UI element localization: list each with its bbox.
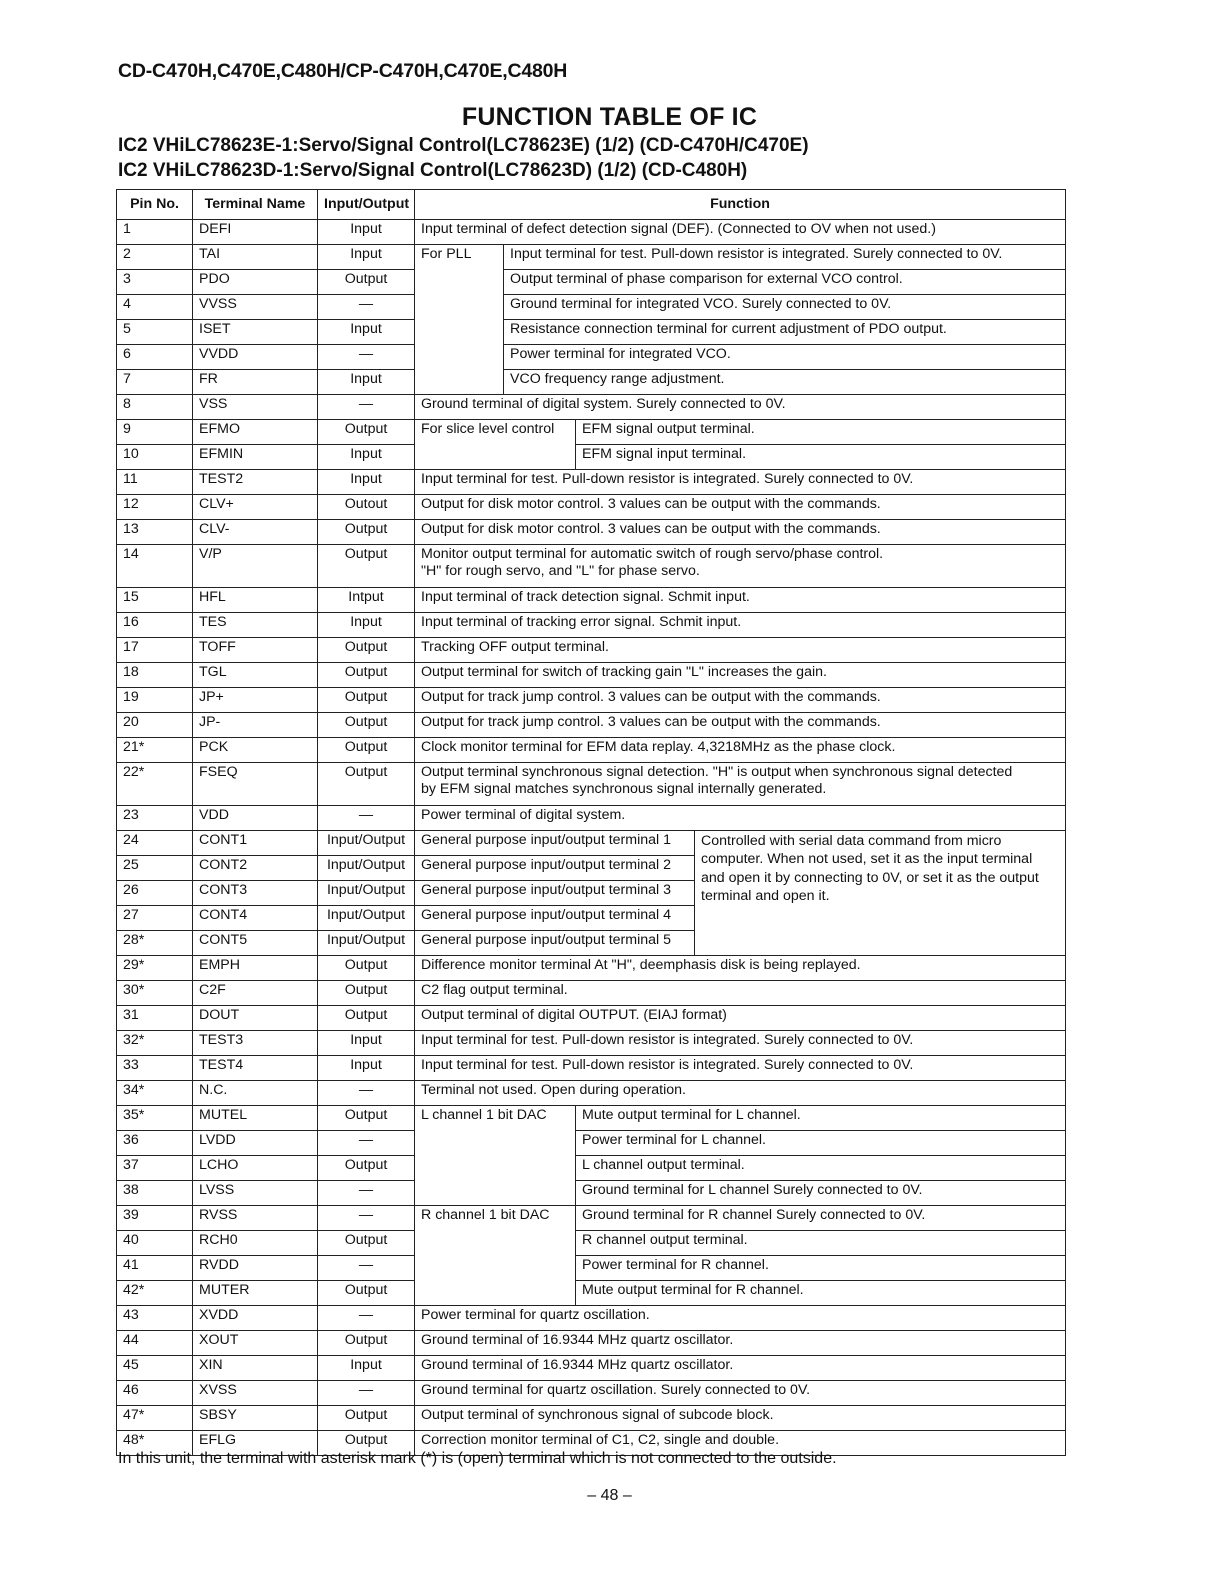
function-line: Input terminal of tracking error signal. Schmit input.	[421, 614, 742, 630]
function-description: Mute output terminal for R channel.	[576, 1281, 1066, 1306]
function-line: Output terminal for switch of tracking gain "L" increases the gain.	[421, 664, 827, 680]
terminal-name: CONT3	[193, 881, 318, 906]
function-line: Ground terminal of 16.9344 MHz quartz oscillator.	[421, 1357, 734, 1373]
function-group-label	[415, 1231, 576, 1256]
table-row	[117, 1006, 1066, 1031]
terminal-name: RCH0	[193, 1231, 318, 1256]
terminal-name: CLV-	[193, 520, 318, 545]
function-description	[415, 395, 1066, 420]
input-output: Input/Output	[318, 906, 415, 931]
function-line: Power terminal for quartz oscillation.	[421, 1307, 650, 1323]
function-group-label	[415, 445, 576, 470]
terminal-name: V/P	[193, 545, 318, 588]
table-row	[117, 763, 1066, 806]
table-row	[117, 1306, 1066, 1331]
pin-number: 47*	[117, 1406, 193, 1431]
pin-number: 41	[117, 1256, 193, 1281]
table-row	[117, 495, 1066, 520]
pin-number: 48*	[117, 1431, 193, 1456]
input-output: Output	[318, 1431, 415, 1456]
function-description: VCO frequency range adjustment.	[504, 370, 1066, 395]
terminal-name: N.C.	[193, 1081, 318, 1106]
table-row	[117, 956, 1066, 981]
input-output: Input	[318, 245, 415, 270]
pin-number: 14	[117, 545, 193, 588]
pin-number: 39	[117, 1206, 193, 1231]
input-output: Output	[318, 1006, 415, 1031]
pin-number: 37	[117, 1156, 193, 1181]
function-line: Output terminal of synchronous signal of subcode block.	[421, 1407, 774, 1423]
pin-number: 11	[117, 470, 193, 495]
table-row	[117, 1056, 1066, 1081]
terminal-name: HFL	[193, 588, 318, 613]
input-output: Input/Output	[318, 931, 415, 956]
input-output: —	[318, 295, 415, 320]
function-group-label: For PLL	[415, 245, 504, 270]
function-description: General purpose input/output terminal 2	[415, 856, 695, 881]
pin-number: 23	[117, 806, 193, 831]
function-line: Output terminal of digital OUTPUT. (EIAJ format)	[421, 1007, 727, 1023]
pin-number: 21*	[117, 738, 193, 763]
pin-number: 46	[117, 1381, 193, 1406]
terminal-name: TOFF	[193, 638, 318, 663]
function-description: Mute output terminal for L channel.	[576, 1106, 1066, 1131]
terminal-name: LCHO	[193, 1156, 318, 1181]
table-row	[117, 470, 1066, 495]
terminal-name: TAI	[193, 245, 318, 270]
function-description	[415, 1056, 1066, 1081]
table-row	[117, 1356, 1066, 1381]
input-output: Output	[318, 638, 415, 663]
input-output: —	[318, 1131, 415, 1156]
terminal-name: TEST3	[193, 1031, 318, 1056]
pin-number: 30*	[117, 981, 193, 1006]
function-line: Output for track jump control. 3 values can be output with the commands.	[421, 689, 881, 705]
table-row	[117, 1381, 1066, 1406]
table-row	[117, 1231, 1066, 1256]
function-line: Difference monitor terminal At "H", deemphasis disk is being replayed.	[421, 957, 861, 973]
terminal-name: DEFI	[193, 220, 318, 245]
terminal-name: C2F	[193, 981, 318, 1006]
terminal-name: CLV+	[193, 495, 318, 520]
function-description	[415, 806, 1066, 831]
function-description	[415, 981, 1066, 1006]
function-description	[415, 1006, 1066, 1031]
pin-number: 5	[117, 320, 193, 345]
terminal-name: CONT1	[193, 831, 318, 856]
input-output: Input/Output	[318, 831, 415, 856]
function-description	[415, 1406, 1066, 1431]
table-header-row	[117, 190, 1066, 220]
page-number: – 48 –	[587, 1487, 632, 1504]
function-description: Resistance connection terminal for current adjustment of PDO output.	[504, 320, 1066, 345]
input-output: Output	[318, 981, 415, 1006]
function-description	[415, 613, 1066, 638]
table-row	[117, 613, 1066, 638]
function-description: L channel output terminal.	[576, 1156, 1066, 1181]
pin-number: 25	[117, 856, 193, 881]
function-description: Input terminal for test. Pull-down resistor is integrated. Surely connected to 0V.	[504, 245, 1066, 270]
terminal-name: PDO	[193, 270, 318, 295]
function-description	[415, 1331, 1066, 1356]
table-row	[117, 545, 1066, 588]
pin-number: 45	[117, 1356, 193, 1381]
terminal-name: CONT5	[193, 931, 318, 956]
function-description: Power terminal for integrated VCO.	[504, 345, 1066, 370]
input-output: —	[318, 1256, 415, 1281]
input-output: —	[318, 1381, 415, 1406]
function-line: Tracking OFF output terminal.	[421, 639, 609, 655]
function-description	[415, 1306, 1066, 1331]
pin-number: 6	[117, 345, 193, 370]
function-description	[415, 663, 1066, 688]
function-description: R channel output terminal.	[576, 1231, 1066, 1256]
function-line: Input terminal of defect detection signal (DEF). (Connected to OV when not used.)	[421, 221, 936, 237]
terminal-name: TGL	[193, 663, 318, 688]
table-row	[117, 1406, 1066, 1431]
table-row	[117, 245, 1066, 270]
function-description	[415, 495, 1066, 520]
function-description: General purpose input/output terminal 5	[415, 931, 695, 956]
function-group-label: For slice level control	[415, 420, 576, 445]
input-output: Input	[318, 470, 415, 495]
table-row	[117, 738, 1066, 763]
input-output: Intput	[318, 588, 415, 613]
terminal-name: XVSS	[193, 1381, 318, 1406]
function-group-label	[415, 1181, 576, 1206]
terminal-name: TEST2	[193, 470, 318, 495]
input-output: Output	[318, 420, 415, 445]
terminal-name: LVSS	[193, 1181, 318, 1206]
table-row	[117, 1081, 1066, 1106]
function-line-2: "H" for rough servo, and "L" for phase servo.	[421, 563, 700, 579]
function-description	[415, 220, 1066, 245]
function-line: Correction monitor terminal of C1, C2, single and double.	[421, 1432, 780, 1448]
table-row	[117, 420, 1066, 445]
function-description: General purpose input/output terminal 1	[415, 831, 695, 856]
table-row	[117, 831, 1066, 856]
pin-number: 40	[117, 1231, 193, 1256]
function-group-label	[415, 320, 504, 345]
table-row	[117, 395, 1066, 420]
function-group-label	[415, 1281, 576, 1306]
terminal-name: XVDD	[193, 1306, 318, 1331]
function-line: Monitor output terminal for automatic switch of rough servo/phase control.	[421, 546, 884, 562]
terminal-name: RVSS	[193, 1206, 318, 1231]
table-row	[117, 588, 1066, 613]
table-row	[117, 1256, 1066, 1281]
pin-number: 16	[117, 613, 193, 638]
terminal-name: FR	[193, 370, 318, 395]
pin-number: 36	[117, 1131, 193, 1156]
pin-number: 15	[117, 588, 193, 613]
pin-number: 2	[117, 245, 193, 270]
function-line: Input terminal for test. Pull-down resistor is integrated. Surely connected to 0V.	[421, 1057, 914, 1073]
input-output: —	[318, 1206, 415, 1231]
function-line: Terminal not used. Open during operation.	[421, 1082, 686, 1098]
input-output: —	[318, 806, 415, 831]
input-output: Input	[318, 320, 415, 345]
terminal-name: VVSS	[193, 295, 318, 320]
input-output: Output	[318, 1106, 415, 1131]
header-pin-no: Pin No.	[117, 190, 193, 220]
function-line: Ground terminal of 16.9344 MHz quartz oscillator.	[421, 1332, 734, 1348]
function-description: Output terminal of phase comparison for external VCO control.	[504, 270, 1066, 295]
terminal-name: FSEQ	[193, 763, 318, 806]
terminal-name: EMPH	[193, 956, 318, 981]
terminal-name: MUTER	[193, 1281, 318, 1306]
terminal-name: MUTEL	[193, 1106, 318, 1131]
input-output: Output	[318, 270, 415, 295]
pin-number: 22*	[117, 763, 193, 806]
function-description	[415, 545, 1066, 588]
input-output: Output	[318, 1406, 415, 1431]
pin-number: 38	[117, 1181, 193, 1206]
pin-number: 26	[117, 881, 193, 906]
table-row	[117, 295, 1066, 320]
input-output: Output	[318, 688, 415, 713]
function-description: Power terminal for R channel.	[576, 1256, 1066, 1281]
function-description	[415, 1031, 1066, 1056]
function-line: C2 flag output terminal.	[421, 982, 568, 998]
input-output: Output	[318, 663, 415, 688]
pin-number: 20	[117, 713, 193, 738]
table-row	[117, 370, 1066, 395]
terminal-name: EFMO	[193, 420, 318, 445]
function-line: Output for disk motor control. 3 values can be output with the commands.	[421, 521, 881, 537]
function-description: EFM signal input terminal.	[576, 445, 1066, 470]
pin-number: 13	[117, 520, 193, 545]
model-header: CD-C470H,C470E,C480H/CP-C470H,C470E,C480H	[118, 60, 568, 82]
input-output: Output	[318, 1331, 415, 1356]
table-row	[117, 713, 1066, 738]
input-output: —	[318, 1081, 415, 1106]
function-group-label	[415, 1131, 576, 1156]
function-description	[415, 738, 1066, 763]
input-output: Output	[318, 713, 415, 738]
ic-subtitle-2: IC2 VHiLC78623D-1:Servo/Signal Control(LC78623D) (1/2) (CD-C480H)	[118, 160, 748, 181]
input-output: —	[318, 1306, 415, 1331]
pin-number: 34*	[117, 1081, 193, 1106]
terminal-name: JP+	[193, 688, 318, 713]
input-output: Output	[318, 520, 415, 545]
function-description	[415, 956, 1066, 981]
input-output: Input	[318, 613, 415, 638]
table-row	[117, 445, 1066, 470]
function-group-label	[415, 1256, 576, 1281]
pin-number: 8	[117, 395, 193, 420]
pin-number: 24	[117, 831, 193, 856]
pin-number: 32*	[117, 1031, 193, 1056]
table-row	[117, 270, 1066, 295]
header-function: Function	[415, 190, 1066, 220]
input-output: Input/Output	[318, 881, 415, 906]
input-output: Output	[318, 738, 415, 763]
pin-number: 9	[117, 420, 193, 445]
pin-number: 18	[117, 663, 193, 688]
function-line: Input terminal for test. Pull-down resistor is integrated. Surely connected to 0V.	[421, 471, 914, 487]
function-line: Ground terminal of digital system. Surely connected to 0V.	[421, 396, 786, 412]
function-line: Output for disk motor control. 3 values can be output with the commands.	[421, 496, 881, 512]
table-row	[117, 1206, 1066, 1231]
table-row	[117, 1331, 1066, 1356]
input-output: Output	[318, 1281, 415, 1306]
pin-number: 29*	[117, 956, 193, 981]
table-row	[117, 688, 1066, 713]
function-group-label	[415, 270, 504, 295]
function-line: Ground terminal for quartz oscillation. Surely connected to 0V.	[421, 1382, 811, 1398]
input-output: —	[318, 395, 415, 420]
pin-number: 43	[117, 1306, 193, 1331]
terminal-name: EFMIN	[193, 445, 318, 470]
input-output: Output	[318, 1156, 415, 1181]
pin-number: 28*	[117, 931, 193, 956]
pin-number: 35*	[117, 1106, 193, 1131]
terminal-name: PCK	[193, 738, 318, 763]
pin-number: 12	[117, 495, 193, 520]
pin-number: 44	[117, 1331, 193, 1356]
control-note: Controlled with serial data command from micro computer. When not used, set it as the input terminal and open it by connecting to 0V, or set it as the output terminal and open it.	[695, 831, 1066, 956]
pin-number: 4	[117, 295, 193, 320]
pin-number: 17	[117, 638, 193, 663]
table-body	[117, 220, 1066, 1456]
pin-number: 19	[117, 688, 193, 713]
terminal-name: TES	[193, 613, 318, 638]
function-description	[415, 688, 1066, 713]
function-description: Power terminal for L channel.	[576, 1131, 1066, 1156]
table-row	[117, 1156, 1066, 1181]
input-output: Input	[318, 370, 415, 395]
table-row	[117, 1106, 1066, 1131]
table-row	[117, 663, 1066, 688]
footnote: In this unit, the terminal with asterisk mark (*) is (open) terminal which is not connected to the outside.	[118, 1450, 837, 1467]
function-description	[415, 1381, 1066, 1406]
terminal-name: TEST4	[193, 1056, 318, 1081]
function-line: Input terminal of track detection signal. Schmit input.	[421, 589, 750, 605]
input-output: —	[318, 345, 415, 370]
terminal-name: LVDD	[193, 1131, 318, 1156]
table-row	[117, 981, 1066, 1006]
input-output: Output	[318, 545, 415, 588]
table-row	[117, 520, 1066, 545]
terminal-name: CONT2	[193, 856, 318, 881]
function-line: Output terminal synchronous signal detection. "H" is output when synchronous signal detected	[421, 764, 1013, 780]
input-output: Input	[318, 220, 415, 245]
function-description: Ground terminal for R channel Surely connected to 0V.	[576, 1206, 1066, 1231]
function-group-label	[415, 345, 504, 370]
function-description: General purpose input/output terminal 3	[415, 881, 695, 906]
function-description: Ground terminal for L channel Surely connected to 0V.	[576, 1181, 1066, 1206]
terminal-name: XIN	[193, 1356, 318, 1381]
terminal-name: JP-	[193, 713, 318, 738]
table-row	[117, 638, 1066, 663]
input-output: —	[318, 1181, 415, 1206]
input-output: Output	[318, 763, 415, 806]
table-row	[117, 1031, 1066, 1056]
function-group-label	[415, 1156, 576, 1181]
table-row	[117, 320, 1066, 345]
input-output: Input	[318, 1031, 415, 1056]
function-group-label: R channel 1 bit DAC	[415, 1206, 576, 1231]
pin-number: 7	[117, 370, 193, 395]
table-row	[117, 806, 1066, 831]
function-line: Clock monitor terminal for EFM data replay. 4,3218MHz as the phase clock.	[421, 739, 896, 755]
header-input-output: Input/Output	[318, 190, 415, 220]
function-line-2: by EFM signal matches synchronous signal internally generated.	[421, 781, 827, 797]
terminal-name: ISET	[193, 320, 318, 345]
terminal-name: EFLG	[193, 1431, 318, 1456]
input-output: Output	[318, 956, 415, 981]
terminal-name: XOUT	[193, 1331, 318, 1356]
terminal-name: RVDD	[193, 1256, 318, 1281]
input-output: Input	[318, 445, 415, 470]
function-description	[415, 763, 1066, 806]
input-output: Output	[318, 1231, 415, 1256]
function-group-label: L channel 1 bit DAC	[415, 1106, 576, 1131]
function-description: General purpose input/output terminal 4	[415, 906, 695, 931]
function-description: Ground terminal for integrated VCO. Surely connected to 0V.	[504, 295, 1066, 320]
pin-number: 42*	[117, 1281, 193, 1306]
function-description	[415, 713, 1066, 738]
table-row	[117, 1181, 1066, 1206]
function-group-label	[415, 295, 504, 320]
header-terminal-name: Terminal Name	[193, 190, 318, 220]
terminal-name: VVDD	[193, 345, 318, 370]
function-description	[415, 1081, 1066, 1106]
terminal-name: SBSY	[193, 1406, 318, 1431]
input-output: Input	[318, 1056, 415, 1081]
table-row	[117, 220, 1066, 245]
function-description	[415, 470, 1066, 495]
pin-number: 3	[117, 270, 193, 295]
table-row	[117, 345, 1066, 370]
function-description	[415, 638, 1066, 663]
table-row	[117, 1131, 1066, 1156]
function-description	[415, 1356, 1066, 1381]
terminal-name: CONT4	[193, 906, 318, 931]
function-description: EFM signal output terminal.	[576, 420, 1066, 445]
function-table	[116, 189, 1066, 1456]
terminal-name: VDD	[193, 806, 318, 831]
pin-number: 1	[117, 220, 193, 245]
function-group-label	[415, 370, 504, 395]
terminal-name: VSS	[193, 395, 318, 420]
pin-number: 27	[117, 906, 193, 931]
page-title: FUNCTION TABLE OF IC	[461, 103, 758, 131]
ic-subtitle-1: IC2 VHiLC78623E-1:Servo/Signal Control(LC78623E) (1/2) (CD-C470H/C470E)	[118, 135, 809, 156]
pin-number: 33	[117, 1056, 193, 1081]
table-row	[117, 1281, 1066, 1306]
pin-number: 10	[117, 445, 193, 470]
pin-number: 31	[117, 1006, 193, 1031]
function-description	[415, 588, 1066, 613]
function-line: Power terminal of digital system.	[421, 807, 626, 823]
terminal-name: DOUT	[193, 1006, 318, 1031]
function-line: Input terminal for test. Pull-down resistor is integrated. Surely connected to 0V.	[421, 1032, 914, 1048]
function-description	[415, 520, 1066, 545]
input-output: Input/Output	[318, 856, 415, 881]
input-output: Outout	[318, 495, 415, 520]
function-line: Output for track jump control. 3 values can be output with the commands.	[421, 714, 881, 730]
input-output: Input	[318, 1356, 415, 1381]
